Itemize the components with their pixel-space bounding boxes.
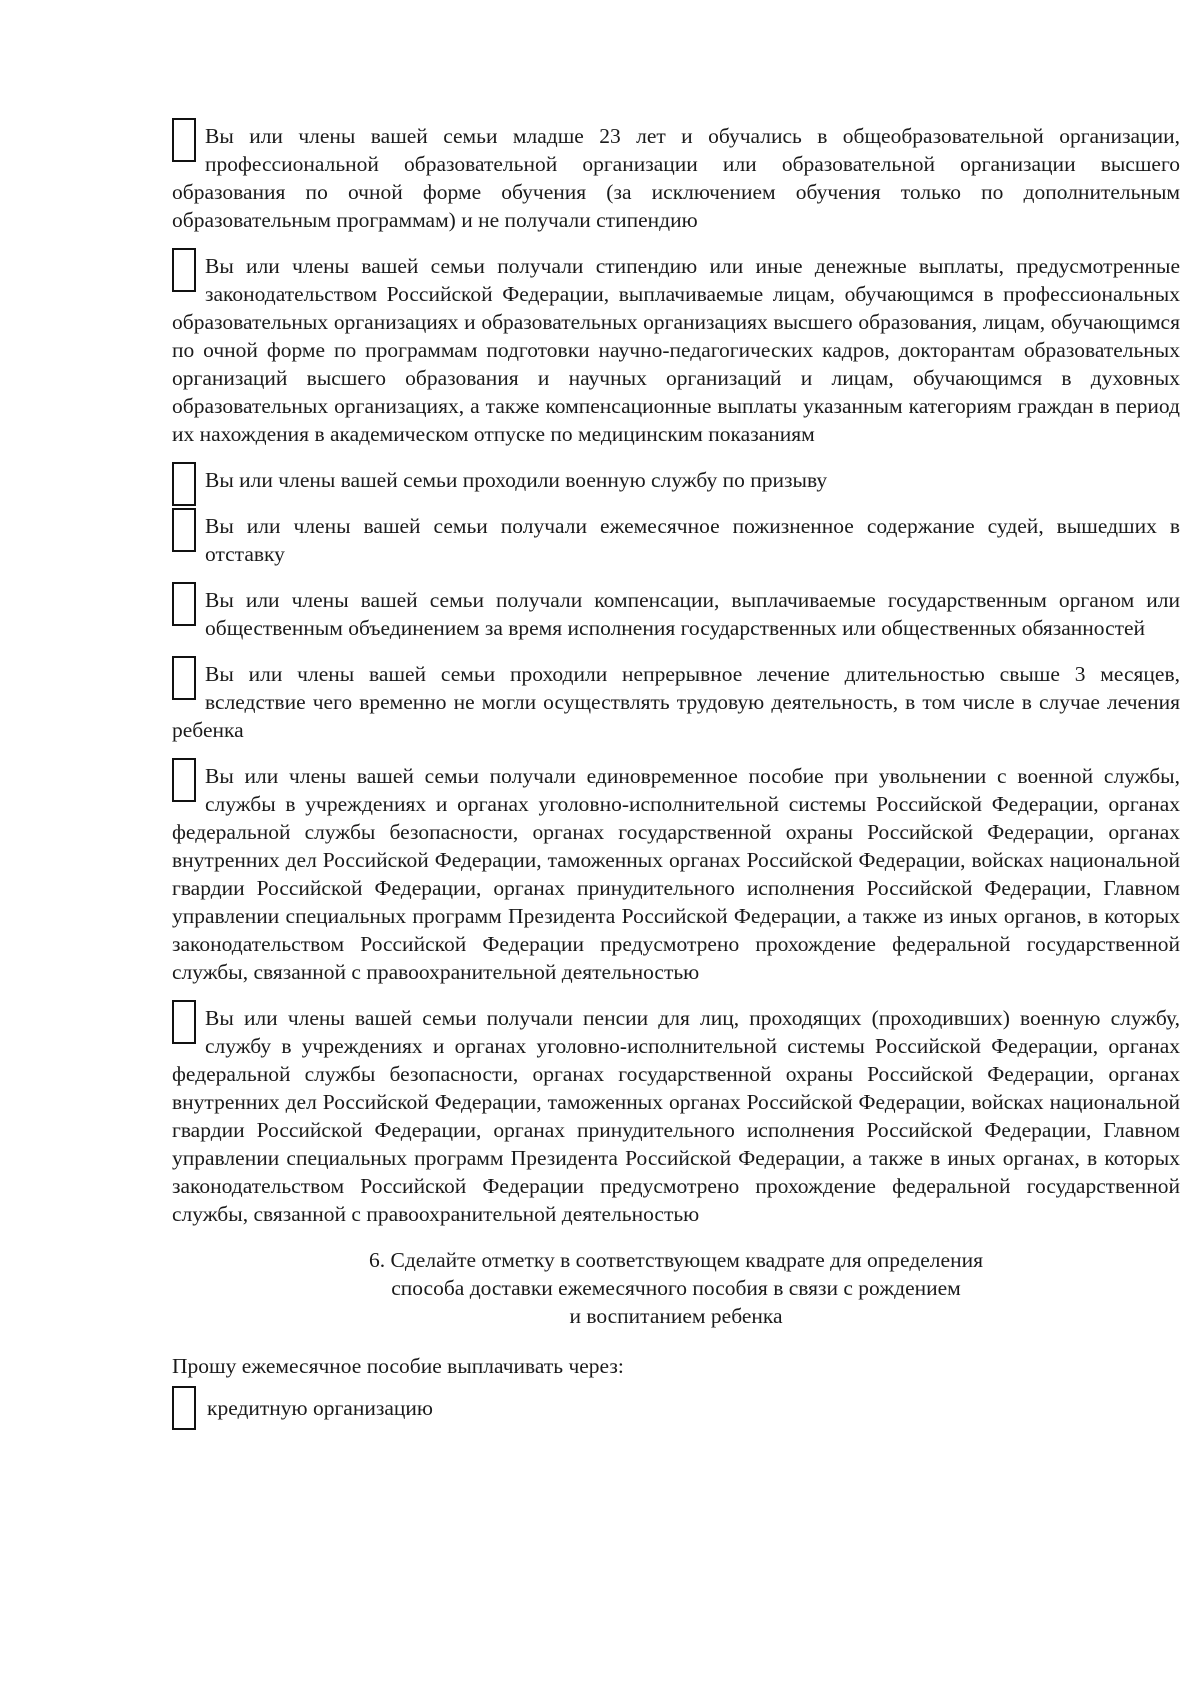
checkbox-service-pension[interactable] — [172, 1000, 196, 1044]
option-text: Вы или члены вашей семьи получали стипендию или иные денежные выплаты, предусмотренные законодательством Российской Федерации, выплачиваемые лицам, обучающимся в профессиональных образовательных организациях и образовательных организациях высшего образования, лицам, обучающимся по очной форме по программам подготовки научно-педагогических кадров, докторантам образовательных организаций высшего образования и научных организаций и лицам, обучающимся в духовных образовательных организациях, а также компенсационные выплаты указанным категориям граждан в период их нахождения в академическом отпуске по медицинским показаниям — [172, 254, 1180, 446]
checkbox-stipend[interactable] — [172, 248, 196, 292]
option-text: Вы или члены вашей семьи проходили военную службу по призыву — [205, 468, 828, 492]
checkbox-compensation-duties[interactable] — [172, 582, 196, 626]
section-6-line-2: способа доставки ежемесячного пособия в связи с рождением — [391, 1276, 961, 1300]
checkbox-credit-org[interactable] — [172, 1386, 196, 1430]
option-text: кредитную организацию — [207, 1396, 433, 1420]
option-text: Вы или члены вашей семьи проходили непрерывное лечение длительностью свыше 3 месяцев, вследствие чего временно не могли осуществлять трудовую деятельность, в том числе в случае лечения ребенка — [172, 662, 1180, 742]
income-option-stipend — [172, 252, 1180, 448]
income-option-severance-benefit — [172, 762, 1180, 986]
checkbox-retired-judges[interactable] — [172, 508, 196, 552]
checkbox-student-no-stipend[interactable] — [172, 118, 196, 162]
option-text: Вы или члены вашей семьи получали ежемесячное пожизненное содержание судей, вышедших в отставку — [205, 514, 1180, 566]
section-6-heading — [172, 1246, 1180, 1330]
checkbox-severance-benefit[interactable] — [172, 758, 196, 802]
section-6-line-1: 6. Сделайте отметку в соответствующем квадрате для определения — [369, 1248, 983, 1272]
income-option-student-no-stipend — [172, 122, 1180, 234]
delivery-prompt: Прошу ежемесячное пособие выплачивать через: — [172, 1354, 624, 1378]
delivery-option-credit-org — [172, 1386, 1180, 1430]
income-option-long-treatment — [172, 660, 1180, 744]
income-option-compensation-duties — [172, 586, 1180, 642]
income-option-service-pension — [172, 1004, 1180, 1228]
income-option-retired-judges — [172, 512, 1180, 568]
option-text: Вы или члены вашей семьи получали компенсации, выплачиваемые государственным органом или общественным объединением за время исполнения государственных или общественных обязанностей — [205, 588, 1180, 640]
option-text: Вы или члены вашей семьи получали единовременное пособие при увольнении с военной службы, службы в учреждениях и органах уголовно-исполнительной системы Российской Федерации, органах федеральной службы безопасности, органах государственной охраны Российской Федерации, органах внутренних дел Российской Федерации, таможенных органах Российской Федерации, войсках национальной гвардии Российской Федерации, органах принудительного исполнения Российской Федерации, Главном управлении специальных программ Президента Российской Федерации, а также из иных органов, в которых законодательством Российской Федерации предусмотрено прохождение федеральной государственной службы, связанной с правоохранительной деятельностью — [172, 764, 1180, 984]
checkbox-military-conscription[interactable] — [172, 462, 196, 506]
option-text: Вы или члены вашей семьи младше 23 лет и обучались в общеобразовательной организации, профессиональной образовательной организации или образовательной организации высшего образования по очной форме обучения (за исключением обучения только по дополнительным образовательным программам) и не получали стипендию — [172, 124, 1180, 232]
option-text: Вы или члены вашей семьи получали пенсии для лиц, проходящих (проходивших) военную службу, службу в учреждениях и органах уголовно-исполнительной системы Российской Федерации, органах федеральной службы безопасности, органах государственной охраны Российской Федерации, органах внутренних дел Российской Федерации, таможенных органах Российской Федерации, войсках национальной гвардии Российской Федерации, органах принудительного исполнения Российской Федерации, Главном управлении специальных программ Президента Российской Федерации, а также в иных органах, в которых законодательством Российской Федерации предусмотрено прохождение федеральной государственной службы, связанной с правоохранительной деятельностью — [172, 1006, 1180, 1226]
section-6-line-3: и воспитанием ребенка — [569, 1304, 783, 1328]
form-page — [172, 122, 1180, 1430]
income-option-military-conscription — [172, 466, 1180, 494]
checkbox-long-treatment[interactable] — [172, 656, 196, 700]
